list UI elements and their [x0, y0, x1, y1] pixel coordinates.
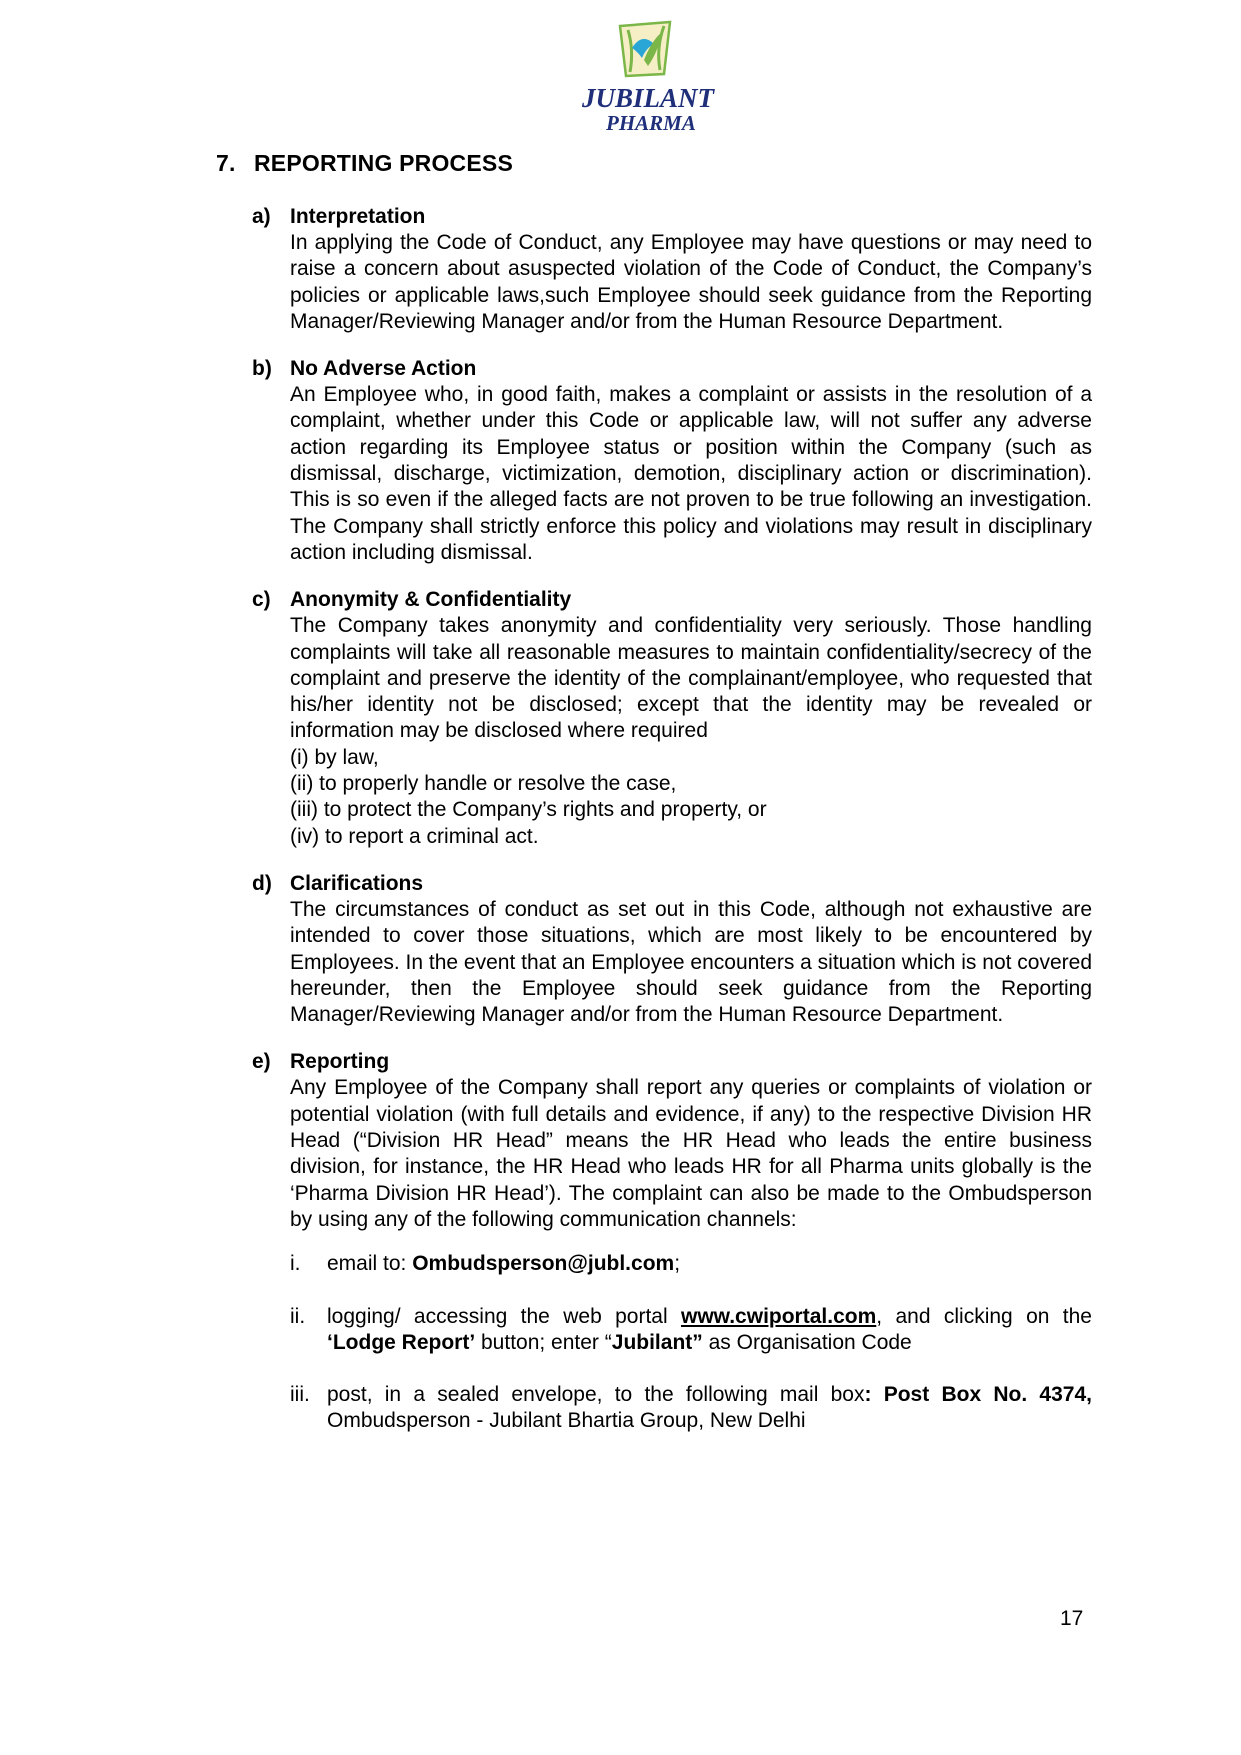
- subsection-anonymity: [252, 586, 1092, 850]
- subsection-reporting: [252, 1048, 1092, 1434]
- channel-numeral: i.: [290, 1252, 301, 1276]
- section-title-text: REPORTING PROCESS: [254, 150, 513, 176]
- logo-emblem-icon: [620, 22, 670, 76]
- list-item: (i) by law,: [290, 745, 379, 769]
- channel-numeral: ii.: [290, 1304, 306, 1328]
- channel-text: as Organisation Code: [702, 1330, 912, 1354]
- subsection-label: c): [252, 588, 271, 612]
- subsection-heading: Interpretation: [290, 205, 426, 228]
- post-box-text: : Post Box No. 4374,: [864, 1383, 1092, 1407]
- organisation-code-text: Jubilant”: [611, 1330, 703, 1354]
- channel-text: Ombudsperson - Jubilant Bhartia Group, New Delhi: [327, 1409, 806, 1433]
- subsection-heading: Reporting: [290, 1050, 390, 1074]
- channel-text: , and clicking on the: [876, 1304, 1092, 1328]
- channel-text: email to:: [327, 1252, 413, 1276]
- list-item: (iv) to report a criminal act.: [290, 824, 539, 848]
- list-item: (ii) to properly handle or resolve the case,: [290, 772, 677, 796]
- ombudsperson-email-link[interactable]: Ombudsperson@jubl.com: [412, 1252, 675, 1276]
- subsection-heading: Clarifications: [290, 871, 424, 895]
- subsection-body: The Company takes anonymity and confidentiality very seriously. Those handling complaints will take all reasonable measures to maintain confidentiality/secrecy of the complaint and preserve the identity of the complainant/employee, who requested that his/her identity not be disclosed; except that the identity may be revealed or information may be disclosed where required: [290, 614, 1092, 743]
- channel-web-portal: [290, 1304, 1092, 1357]
- logo-text-line1: JUBILANT: [582, 83, 715, 113]
- channel-text: logging/ accessing the web portal: [327, 1304, 681, 1328]
- channel-post: [290, 1382, 1092, 1435]
- section-title: [216, 150, 513, 177]
- channel-numeral: iii.: [290, 1383, 310, 1407]
- subsection-heading: No Adverse Action: [290, 357, 477, 381]
- lodge-report-text: ‘Lodge Report’: [327, 1330, 476, 1354]
- subsection-heading: Anonymity & Confidentiality: [290, 588, 572, 612]
- subsection-label: e): [252, 1050, 271, 1074]
- subsection-label: b): [252, 357, 272, 381]
- list-item: (iii) to protect the Company’s rights and property, or: [290, 798, 767, 822]
- section-number: 7.: [216, 150, 236, 176]
- subsection-body: Any Employee of the Company shall report any queries or complaints of violation or potential violation (with full details and evidence, if any) to the respective Division HR Head (“Division HR Head” means the HR Head who leads the entire business division, for instance, the HR Head who leads HR for all Pharma units globally is the ‘Pharma Division HR Head’). The complaint can also be made to the Ombudsperson by using any of the following communication channels:: [290, 1076, 1092, 1231]
- channel-text: post, in a sealed envelope, to the following mail box: [327, 1383, 865, 1407]
- subsection-interpretation: [252, 203, 1092, 335]
- subsection-label: a): [252, 205, 271, 228]
- subsection-body: The circumstances of conduct as set out in this Code, although not exhaustive are intended to cover those situations, which are most likely to be encountered by Employees. In the event that an Employee encounters a situation which is not covered hereunder, then the Employee should seek guidance from the Reporting Manager/Reviewing Manager and/or from the Human Resource Department.: [290, 897, 1092, 1027]
- channel-text: button; enter “: [475, 1330, 612, 1354]
- document-body: [252, 203, 1092, 1461]
- channel-list: [290, 1251, 1092, 1434]
- company-logo: [572, 18, 742, 136]
- subsection-body: In applying the Code of Conduct, any Employee may have questions or may need to raise a concern about asuspected violation of the Code of Conduct, the Company’s policies or applicable laws,such Employee should seek guidance from the Reporting Manager/Reviewing Manager and/or from the Human Resource Department.: [290, 231, 1092, 333]
- subsection-clarifications: [252, 870, 1092, 1028]
- channel-text: ;: [674, 1252, 681, 1276]
- page-number: 17: [1060, 1607, 1084, 1630]
- web-portal-link[interactable]: www.cwiportal.com: [681, 1304, 877, 1328]
- logo-text-line2: PHARMA: [606, 111, 696, 135]
- subsection-body: An Employee who, in good faith, makes a complaint or assists in the resolution of a complaint, whether under this Code or applicable law, will not suffer any adverse action regarding its Employee status or position within the Company (such as dismissal, discharge, victimization, demotion, disciplinary action or discrimination). This is so even if the alleged facts are not proven to be true following an investigation. The Company shall strictly enforce this policy and violations may result in disciplinary action including dismissal.: [290, 383, 1092, 564]
- channel-email: [290, 1251, 1092, 1277]
- subsection-label: d): [252, 871, 272, 895]
- subsection-no-adverse-action: [252, 355, 1092, 566]
